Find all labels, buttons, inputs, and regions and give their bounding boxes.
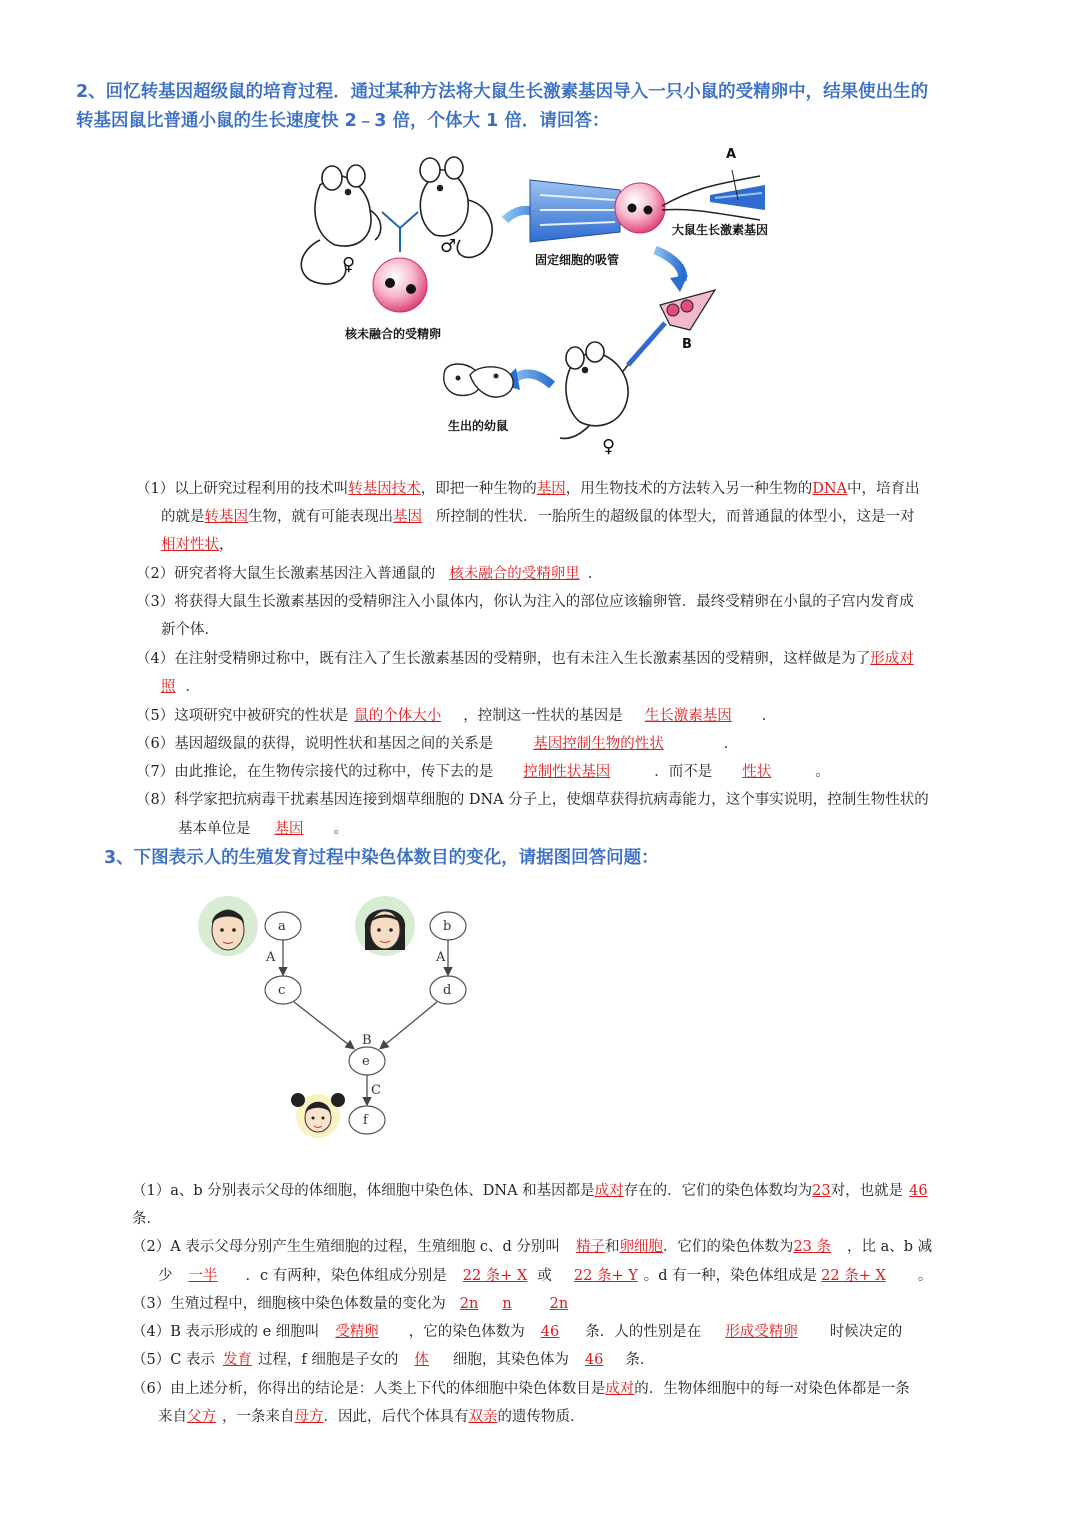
text: （1）以上研究过程利用的技术叫 bbox=[136, 481, 349, 497]
q2-item1-line1 bbox=[136, 478, 920, 500]
text: 的遗传物质． bbox=[497, 1409, 585, 1425]
answer: 转基因 bbox=[204, 509, 248, 525]
q3-item4 bbox=[132, 1321, 902, 1343]
answer: 母方 bbox=[294, 1409, 324, 1425]
process-C: C bbox=[371, 1083, 381, 1098]
q2-item3-line1: （3）将获得大鼠生长激素基因的受精卵注入小鼠体内，你认为注入的部位应该输卵管．最终受精卵在小鼠的子宫内发育成 bbox=[136, 594, 914, 610]
arrow-down bbox=[655, 250, 683, 280]
text: 存在的．它们的染色体数均为 bbox=[623, 1183, 813, 1199]
text: 过程，f 细胞是子女的 bbox=[257, 1352, 399, 1368]
mother-female-symbol: ♀ bbox=[602, 436, 616, 457]
text: ，它的染色体数为 bbox=[408, 1324, 525, 1340]
text: 细胞，其染色体为 bbox=[452, 1352, 569, 1368]
father-face-icon bbox=[198, 896, 258, 956]
answer: 22 条+ X bbox=[462, 1268, 528, 1284]
text: 基本单位是 bbox=[178, 821, 251, 837]
text: ．而不是 bbox=[654, 764, 713, 780]
q3-item1-line2: 条． bbox=[132, 1211, 161, 1227]
text: 。 bbox=[917, 1268, 933, 1284]
text: （7）由此推论，在生物传宗接代的过称中，传下去的是 bbox=[136, 764, 494, 780]
text: 。d 有一种，染色体组成是 bbox=[643, 1268, 818, 1284]
mother-face-icon bbox=[355, 896, 415, 956]
node-b-label: b bbox=[443, 919, 452, 934]
node-c-label: c bbox=[278, 983, 286, 998]
text: ， bbox=[219, 537, 234, 553]
text: ．c 有两种，染色体组成分别是 bbox=[245, 1268, 447, 1284]
text: （6）基因超级鼠的获得，说明性状和基因之间的关系是 bbox=[136, 736, 494, 752]
text: ，一条来自 bbox=[222, 1409, 295, 1425]
q2-item1-line3 bbox=[161, 534, 234, 556]
female-symbol: ♀ bbox=[342, 254, 356, 275]
diagram-edges bbox=[283, 940, 448, 1104]
q2-item4-line1 bbox=[136, 648, 914, 670]
baby-mice-drawing bbox=[444, 364, 513, 397]
answer: 双亲 bbox=[468, 1409, 498, 1425]
answer: 2n bbox=[459, 1296, 479, 1312]
q3-item1-line1 bbox=[132, 1180, 928, 1202]
answer: 形成受精卵 bbox=[725, 1324, 798, 1340]
text: ． bbox=[185, 679, 200, 695]
q2-item2 bbox=[136, 563, 602, 585]
text: ，即把一种生物的 bbox=[420, 481, 537, 497]
text: 。 bbox=[815, 764, 830, 780]
answer: 卵细胞 bbox=[619, 1239, 663, 1255]
text: （1）a、b 分别表示父母的体细胞，体细胞中染色体、DNA 和基因都是 bbox=[132, 1183, 595, 1199]
q2-title-line2: 转基因鼠比普通小鼠的生长速度快 2﹣3 倍，个体大 1 倍．请回答： bbox=[76, 111, 610, 131]
text: （2）A 表示父母分别产生生殖细胞的过程，生殖细胞 c、d 分别叫 bbox=[132, 1239, 560, 1255]
text: （4）在注射受精卵过称中，既有注入了生长激素基因的受精卵，也有未注入生长激素基因的受精卵，这样做是为了 bbox=[136, 651, 871, 667]
answer: 基因 bbox=[536, 481, 566, 497]
text: （2）研究者将大鼠生长激素基因注入普通鼠的 bbox=[136, 566, 436, 582]
egg-caption: 核未融合的受精卵 bbox=[345, 327, 442, 341]
text: ，控制这一性状的基因是 bbox=[463, 708, 623, 724]
injection-needle bbox=[662, 170, 765, 220]
answer: 生长激素基因 bbox=[644, 708, 732, 724]
text: ，比 a、b 减 bbox=[847, 1239, 933, 1255]
answer: 46 bbox=[584, 1352, 604, 1368]
text: ． bbox=[761, 708, 777, 724]
answer: 基因 bbox=[393, 509, 422, 525]
process-A-right: A bbox=[436, 950, 446, 965]
text: 。 bbox=[333, 821, 348, 837]
q2-item8-line2 bbox=[178, 818, 348, 840]
q2-item8-line1: （8）科学家把抗病毒干扰素基因连接到烟草细胞的 DNA 分子上，使烟草获得抗病毒能力，这个事实说明，控制生物性状的 bbox=[136, 792, 929, 808]
answer: 受精卵 bbox=[335, 1324, 379, 1340]
answer: n bbox=[502, 1296, 512, 1312]
q3-title: 3、下图表示人的生殖发育过程中染色体数目的变化，请据图回答问题： bbox=[104, 848, 659, 868]
text: ． bbox=[587, 566, 603, 582]
label-A: A bbox=[726, 147, 737, 162]
text: ．它们的染色体数为 bbox=[662, 1239, 794, 1255]
node-d-label: d bbox=[443, 983, 452, 998]
q2-item4-line2 bbox=[161, 676, 200, 698]
answer: 22 条+ Y bbox=[573, 1268, 638, 1284]
egg-in-pipette bbox=[615, 183, 665, 233]
text: 条． bbox=[625, 1352, 655, 1368]
process-A-left: A bbox=[266, 950, 276, 965]
q3-item2-line1 bbox=[132, 1236, 932, 1258]
text: （4）B 表示形成的 e 细胞叫 bbox=[132, 1324, 320, 1340]
text: 条．人的性别是在 bbox=[585, 1324, 702, 1340]
text: 所控制的性状．一胎所生的超级鼠的体型大，而普通鼠的体型小，这是一对 bbox=[436, 509, 915, 525]
pipette-caption: 固定细胞的吸管 bbox=[535, 253, 620, 267]
gene-caption: 大鼠生长激素基因 bbox=[672, 223, 769, 237]
q2-item5 bbox=[136, 705, 776, 727]
male-symbol: ♂ bbox=[440, 236, 457, 257]
answer: 成对 bbox=[605, 1381, 635, 1397]
transgenic-mouse-figure bbox=[290, 140, 790, 470]
answer: 46 bbox=[540, 1324, 560, 1340]
text: （5）C 表示 bbox=[132, 1352, 215, 1368]
baby-caption: 生出的幼鼠 bbox=[448, 419, 509, 433]
answer: 父方 bbox=[187, 1409, 216, 1425]
node-a-label: a bbox=[278, 919, 286, 934]
answer: 鼠的个体大小 bbox=[354, 708, 442, 724]
answer: 一半 bbox=[188, 1268, 218, 1284]
q3-item6-line1 bbox=[132, 1378, 910, 1400]
text: 来自 bbox=[158, 1409, 187, 1425]
q2-item6 bbox=[136, 733, 738, 755]
answer: 相对性状 bbox=[161, 537, 219, 553]
process-B: B bbox=[362, 1033, 372, 1048]
answer: 转基因技术 bbox=[348, 481, 421, 497]
text: （3）生殖过程中，细胞核中染色体数量的变化为 bbox=[132, 1296, 446, 1312]
answer: 形成对 bbox=[870, 651, 914, 667]
answer: 精子 bbox=[575, 1239, 605, 1255]
text: 少 bbox=[158, 1268, 173, 1284]
fertilized-egg bbox=[373, 258, 427, 312]
label-B: B bbox=[682, 337, 692, 352]
text: ．因此，后代个体具有 bbox=[323, 1409, 469, 1425]
q2-item7 bbox=[136, 761, 830, 783]
injection-pipette bbox=[620, 290, 715, 375]
text: ． bbox=[723, 736, 739, 752]
q2-item3-line2: 新个体． bbox=[161, 622, 219, 638]
chromosome-diagram bbox=[190, 888, 490, 1148]
text: （5）这项研究中被研究的性状是 bbox=[136, 708, 349, 724]
q3-item3 bbox=[132, 1293, 600, 1315]
text: 时候决定的 bbox=[829, 1324, 903, 1340]
q3-item2-line2 bbox=[158, 1265, 932, 1287]
answer: 性状 bbox=[742, 764, 772, 780]
text: 和 bbox=[604, 1239, 620, 1255]
text: （6）由上述分析，你得出的结论是：人类上下代的体细胞中染色体数目是 bbox=[132, 1381, 606, 1397]
answer: 发育 bbox=[222, 1352, 252, 1368]
answer: 22 条+ X bbox=[821, 1268, 886, 1284]
text: 中，培育出 bbox=[847, 481, 920, 497]
node-e-label: e bbox=[362, 1054, 370, 1069]
answer: 基因控制生物的性状 bbox=[533, 736, 664, 752]
answer: DNA bbox=[812, 481, 848, 497]
answer: 23 条 bbox=[793, 1239, 831, 1255]
arrow-down-head bbox=[670, 275, 688, 292]
text: 的就是 bbox=[161, 509, 205, 525]
text: 生物，就有可能表现出 bbox=[248, 509, 393, 525]
answer: 体 bbox=[414, 1352, 429, 1368]
answer: 23 bbox=[812, 1183, 831, 1199]
answer: 照 bbox=[161, 679, 176, 695]
answer: 核未融合的受精卵里 bbox=[449, 566, 580, 582]
answer: 成对 bbox=[594, 1183, 624, 1199]
node-f-label: f bbox=[363, 1113, 368, 1128]
mating-connector bbox=[382, 212, 418, 252]
text: 对，也就是 bbox=[830, 1183, 904, 1199]
text: 的．生物体细胞中的每一对染色体都是一条 bbox=[634, 1381, 910, 1397]
holding-pipette bbox=[530, 180, 620, 242]
text: ，用生物技术的方法转入另一种生物的 bbox=[565, 481, 813, 497]
q3-item5 bbox=[132, 1349, 654, 1371]
answer: 基因 bbox=[274, 821, 304, 837]
q2-item1-line2 bbox=[161, 506, 915, 528]
answer: 控制性状基因 bbox=[523, 764, 611, 780]
text: 或 bbox=[537, 1268, 552, 1284]
q3-item6-line2 bbox=[158, 1406, 585, 1428]
q2-title-line1: 2、回忆转基因超级鼠的培育过程．通过某种方法将大鼠生长激素基因导入一只小鼠的受精卵中，结果使出生的 bbox=[76, 82, 929, 102]
mother-mouse-drawing bbox=[560, 342, 628, 438]
answer: 2n bbox=[549, 1296, 569, 1312]
child-face-icon bbox=[291, 1093, 345, 1138]
answer: 46 bbox=[909, 1183, 928, 1199]
